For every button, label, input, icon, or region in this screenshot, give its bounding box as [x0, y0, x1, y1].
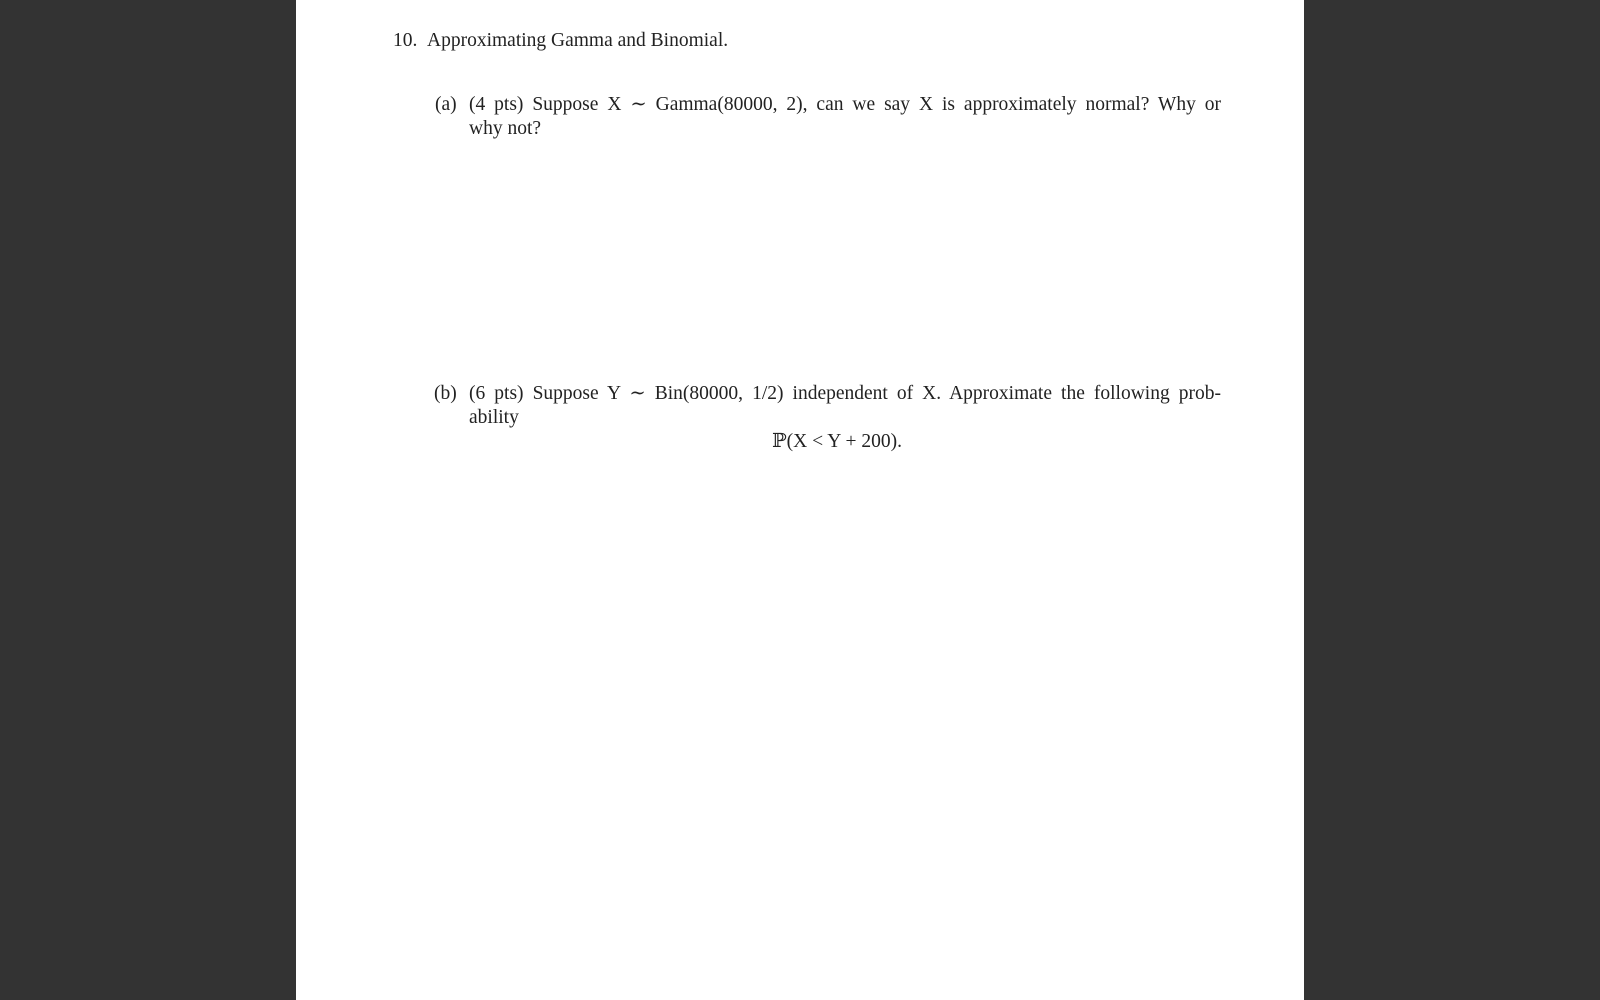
- part-b-line1: (6 pts) Suppose Y ∼ Bin(80000, 1/2) independent of X. Approximate the following prob-: [469, 383, 1221, 404]
- document-page: [296, 0, 1304, 1000]
- part-b-formula: ℙ(X < Y + 200).: [772, 431, 902, 452]
- problem-title: Approximating Gamma and Binomial.: [427, 30, 729, 51]
- problem-number: 10.: [393, 30, 418, 51]
- part-a-line2: why not?: [469, 118, 542, 139]
- part-b-line2: ability: [469, 407, 519, 428]
- part-a-label: (a): [435, 94, 457, 115]
- part-a-line1: (4 pts) Suppose X ∼ Gamma(80000, 2), can we say X is approximately normal? Why or: [469, 94, 1221, 115]
- part-b-label: (b): [434, 383, 457, 404]
